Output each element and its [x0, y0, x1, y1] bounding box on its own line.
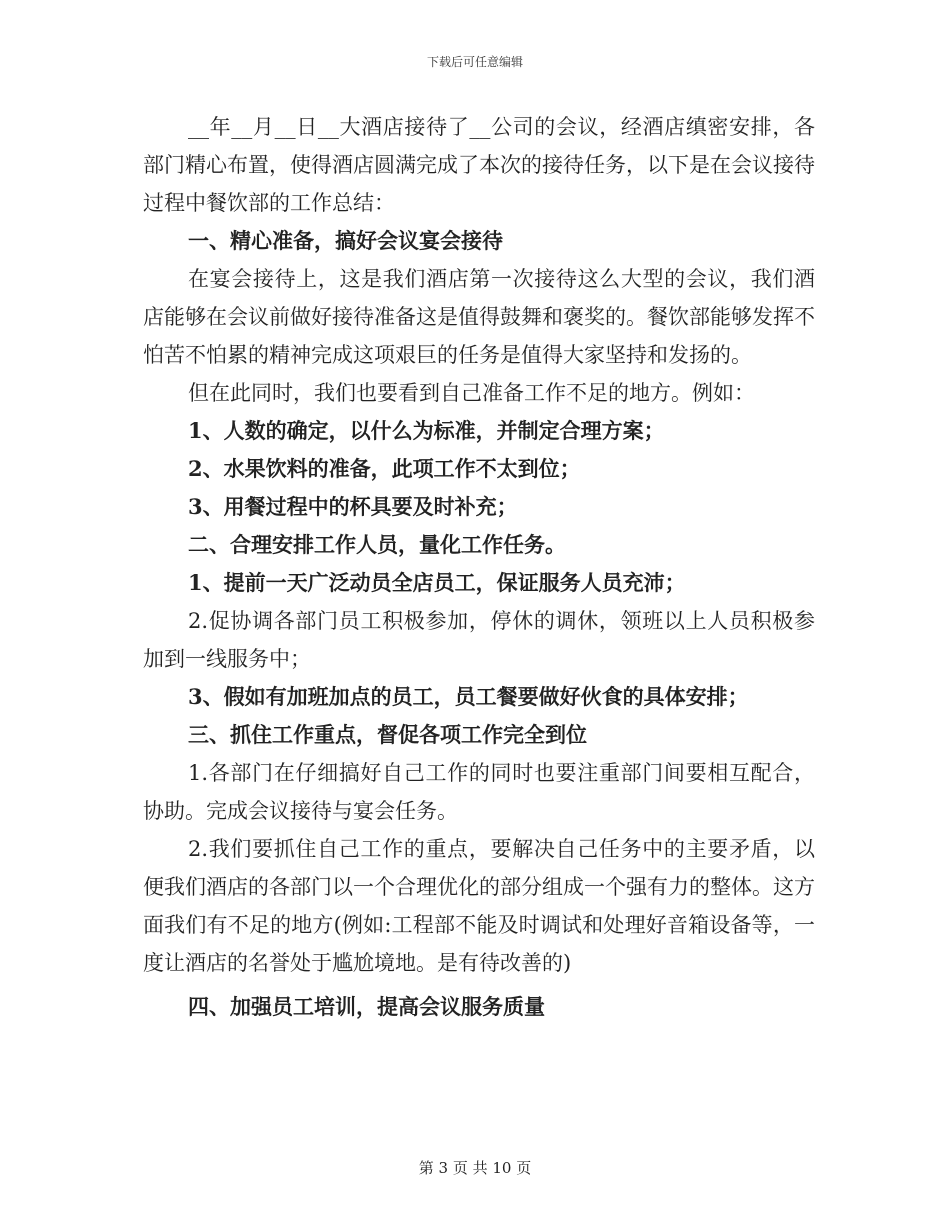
section-heading-1: 一、精心准备，搞好会议宴会接待	[188, 228, 503, 253]
section-heading-4: 四、加强员工培训，提高会议服务质量	[188, 994, 545, 1019]
list-item-4: 1、提前一天广泛动员全店员工，保证服务人员充沛；	[188, 570, 686, 595]
page-header-note: 下载后可任意编辑	[426, 55, 523, 69]
list-item-2: 2、水果饮料的准备，此项工作不太到位；	[188, 456, 581, 481]
list-item-5: 2.促协调各部门员工积极参加，停休的调休，领班以上人员积极参加到一线服务中；	[143, 609, 815, 671]
list-item-1: 1、人数的确定，以什么为标准，并制定合理方案；	[188, 418, 665, 443]
list-item-8: 2.我们要抓住自己工作的重点，要解决自己任务中的主要矛盾，以便我们酒店的各部门以一个合理优化的部分组成一个强有力的整体。这方面我们有不足的地方(例如:工程部不能及时调试和处理好音箱设备等，一度让酒店的名誉处于尴尬境地。是有待改善的)	[143, 837, 815, 975]
paragraph-shortcomings: 但在此同时，我们也要看到自己准备工作不足的地方。例如：	[188, 381, 755, 405]
paragraph-banquet: 在宴会接待上，这是我们酒店第一次接待这么大型的会议，我们酒店能够在会议前做好接待准备这是值得鼓舞和褒奖的。餐饮部能够发挥不怕苦不怕累的精神完成这项艰巨的任务是值得大家坚持和发扬的。	[143, 267, 815, 367]
section-heading-2: 二、合理安排工作人员，量化工作任务。	[188, 532, 566, 557]
list-item-7: 1.各部门在仔细搞好自己工作的同时也要注重部门间要相互配合，协助。完成会议接待与宴会任务。	[143, 761, 815, 823]
list-item-3: 3、用餐过程中的杯具要及时补充；	[188, 494, 518, 519]
list-item-6: 3、假如有加班加点的员工，员工餐要做好伙食的具体安排；	[188, 684, 749, 709]
document-body	[143, 108, 815, 1026]
page-number-footer: 第 3 页 共 10 页	[418, 1159, 532, 1177]
intro-paragraph: __年__月__日__大酒店接待了__公司的会议，经酒店缜密安排，各部门精心布置，使得酒店圆满完成了本次的接待任务，以下是在会议接待过程中餐饮部的工作总结：	[143, 115, 815, 215]
section-heading-3: 三、抓住工作重点，督促各项工作完全到位	[188, 722, 587, 747]
